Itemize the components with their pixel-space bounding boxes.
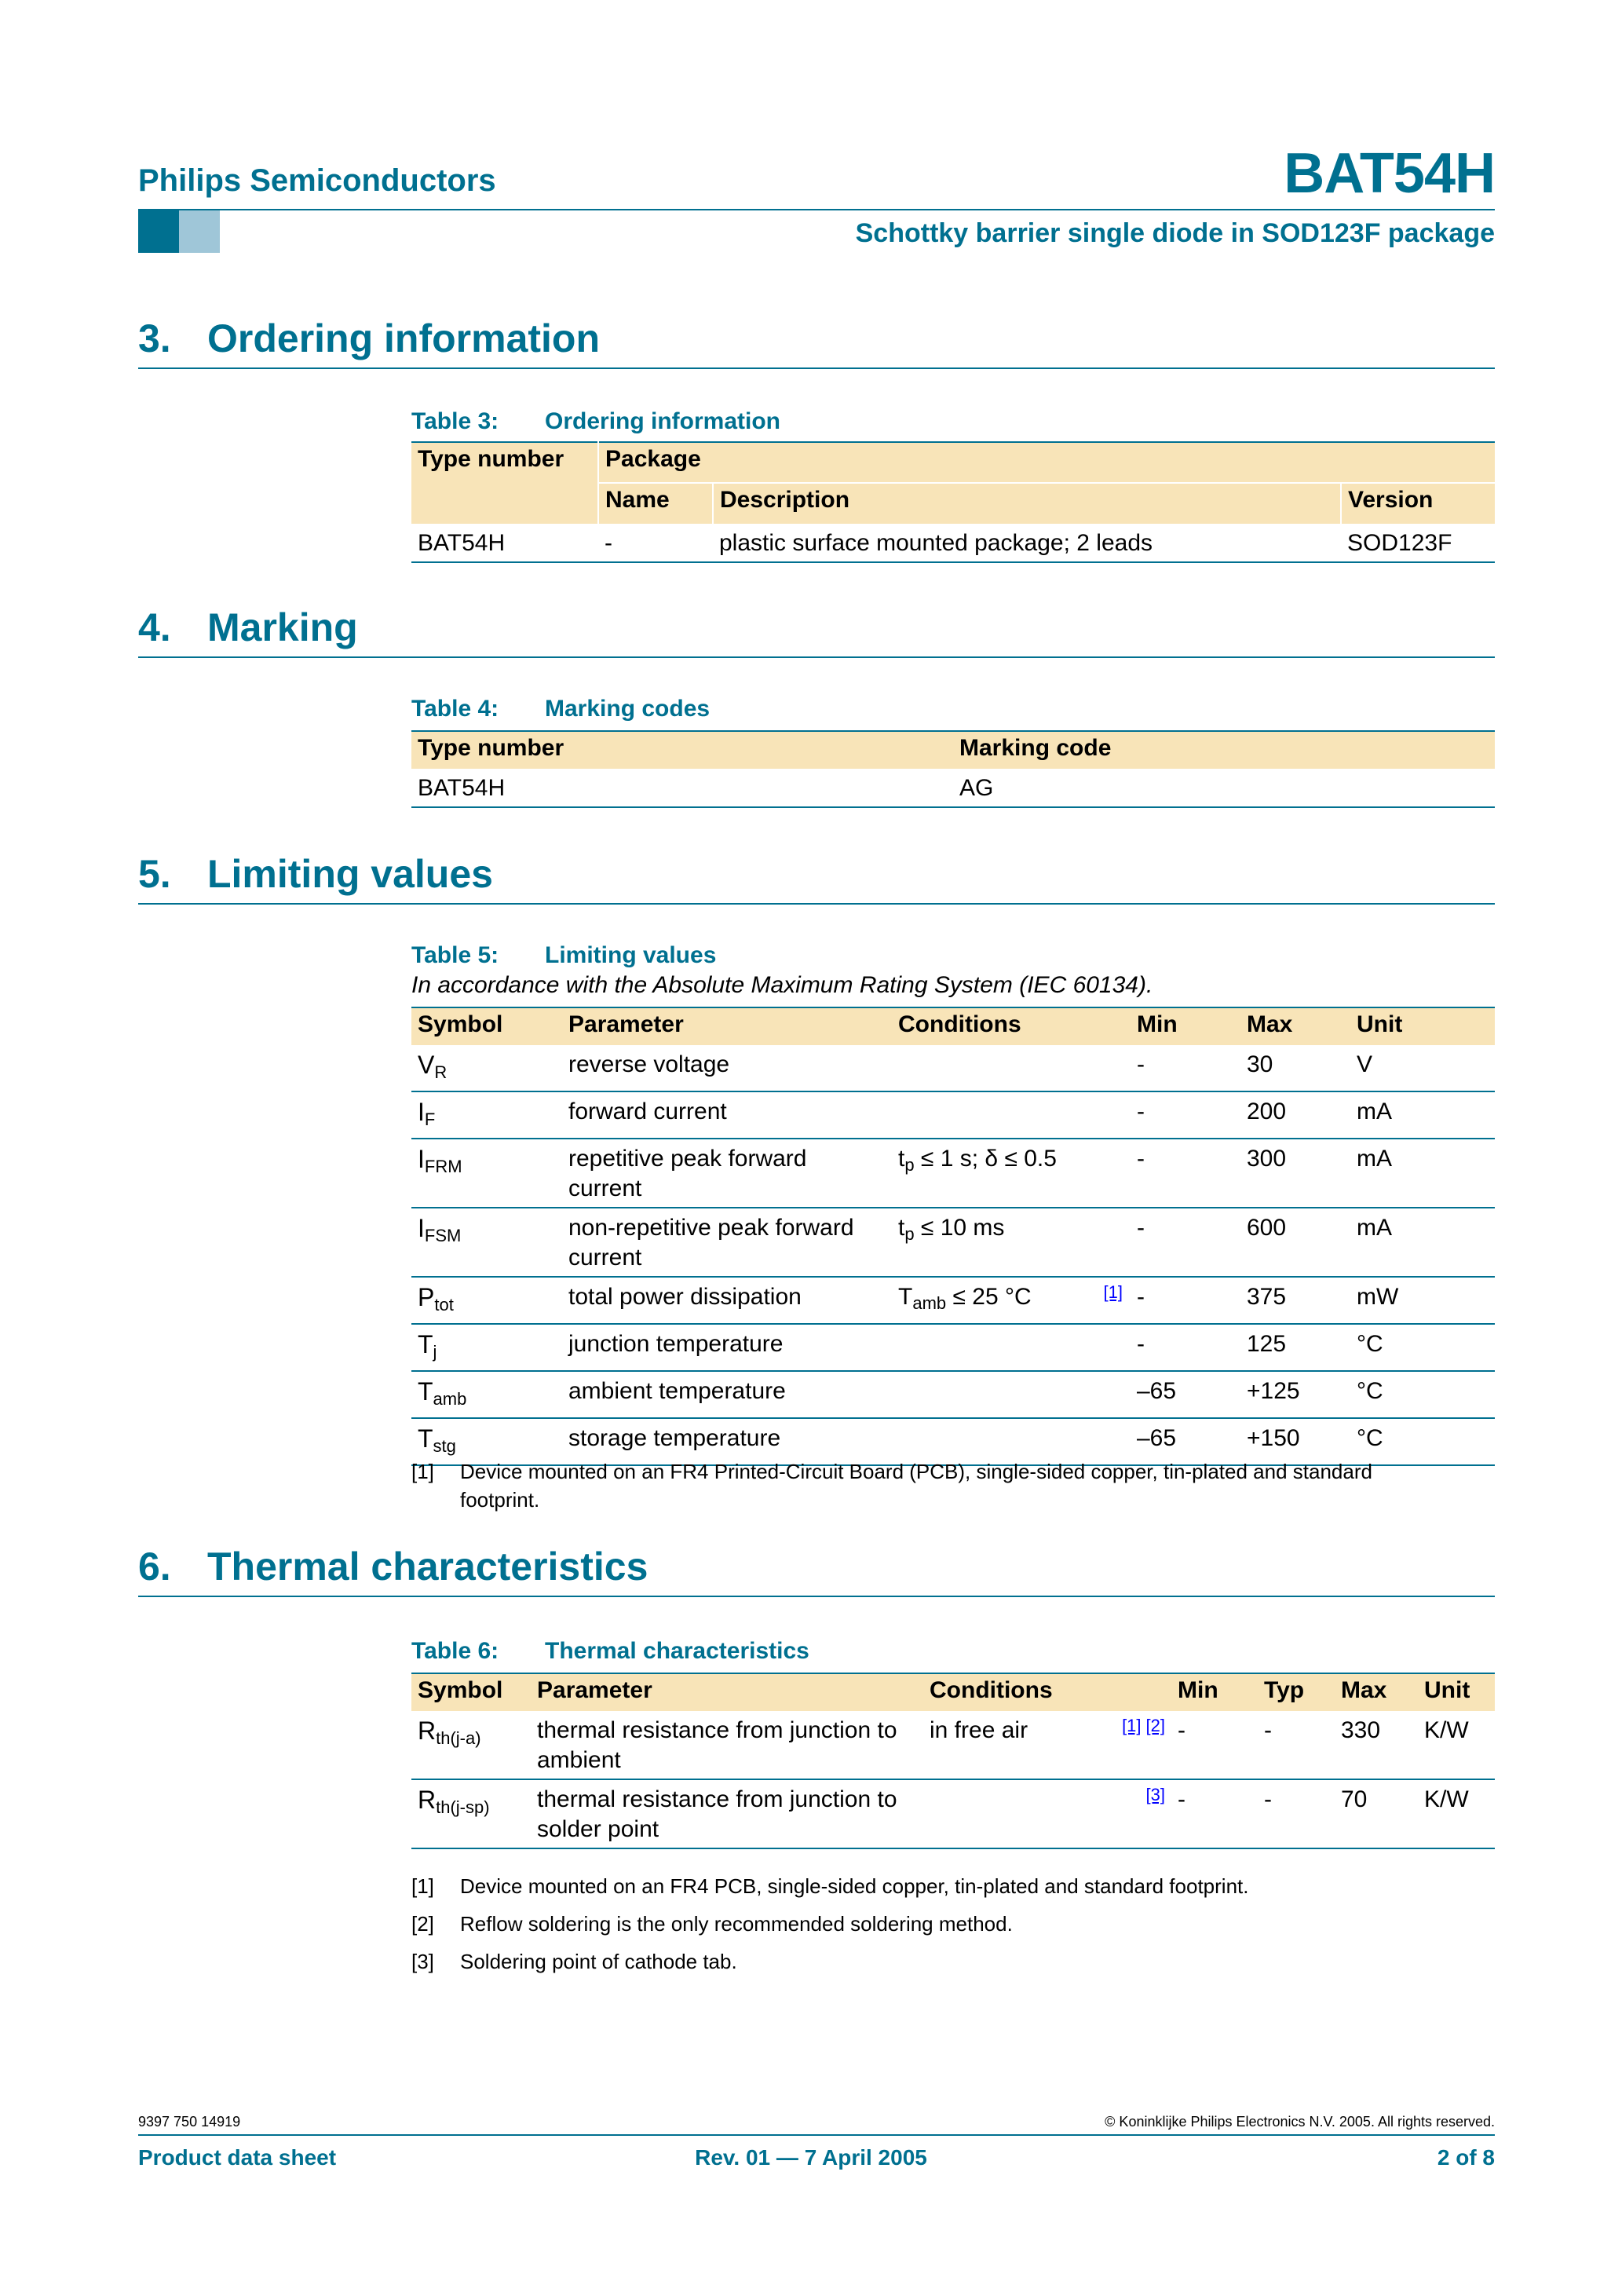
table-5-caption: [411, 942, 716, 969]
table-title: Thermal characteristics: [545, 1638, 809, 1664]
symbol-letter: R: [418, 1786, 437, 1814]
section-title: Ordering information: [207, 316, 600, 360]
table-6-footnotes: [411, 1872, 1434, 1985]
section-number: 6.: [138, 1545, 171, 1589]
cell-name: -: [598, 524, 713, 562]
table-title: Ordering information: [545, 408, 780, 434]
cell-parameter: non-repetitive peak forward current: [562, 1208, 892, 1277]
header-name: Name: [598, 483, 713, 524]
condition-symbol: t: [898, 1146, 905, 1172]
condition-text: ≤ 1 s; δ ≤ 0.5: [914, 1146, 1057, 1172]
cell-unit: mW: [1350, 1277, 1495, 1324]
cell-symbol: [411, 1277, 562, 1324]
table-row: [411, 1324, 1495, 1371]
cell-max: +150: [1240, 1418, 1350, 1465]
cell-parameter: junction temperature: [562, 1324, 892, 1371]
symbol-subscript: j: [433, 1342, 437, 1362]
cell-symbol: [411, 1208, 562, 1277]
table-row: [411, 769, 1495, 807]
footnote-number: [3]: [411, 1950, 434, 1973]
company-name: Philips Semiconductors: [138, 163, 496, 198]
cell-marking-code: AG: [953, 769, 1495, 807]
symbol-letter: I: [418, 1145, 425, 1173]
cell-max: 375: [1240, 1277, 1350, 1324]
table-title: Marking codes: [545, 696, 711, 722]
cell-parameter: reverse voltage: [562, 1045, 892, 1091]
footer-rule: [138, 2134, 1495, 2136]
header-min: Min: [1171, 1673, 1258, 1711]
page-number: 2 of 8: [1437, 2145, 1495, 2170]
revision: Rev. 01 — 7 April 2005: [695, 2145, 927, 2170]
section-number: 3.: [138, 316, 171, 360]
footnote: [411, 1872, 1434, 1900]
table-row: [411, 1045, 1495, 1091]
section-number: 4.: [138, 605, 171, 649]
footnote-ref-link[interactable]: [1]: [1103, 1282, 1123, 1302]
section-rule: [138, 656, 1495, 658]
cell-typ: -: [1258, 1779, 1335, 1848]
footnote-number: [1]: [411, 1874, 434, 1898]
symbol-subscript: tot: [434, 1295, 454, 1314]
header-typ: Typ: [1258, 1673, 1335, 1711]
footnote-text: Reflow soldering is the only recommended soldering method.: [460, 1912, 1013, 1936]
footnote-ref-link[interactable]: [2]: [1145, 1716, 1165, 1735]
header-parameter: Parameter: [562, 1007, 892, 1045]
footnote: [411, 1947, 1434, 1976]
footnote-ref-link[interactable]: [1]: [1122, 1716, 1142, 1735]
symbol-letter: T: [418, 1330, 433, 1358]
cell-symbol: [411, 1139, 562, 1208]
condition-symbol: T: [898, 1284, 913, 1310]
cell-min: –65: [1131, 1371, 1240, 1418]
cell-conditions: [892, 1371, 1131, 1418]
table-row: [411, 1371, 1495, 1418]
cell-parameter: repetitive peak forward current: [562, 1139, 892, 1208]
header-conditions: Conditions: [892, 1007, 1131, 1045]
header-unit: Unit: [1350, 1007, 1495, 1045]
cell-parameter: forward current: [562, 1091, 892, 1139]
thermal-table: [411, 1673, 1495, 1849]
cell-max: +125: [1240, 1371, 1350, 1418]
limiting-values-table: [411, 1007, 1495, 1466]
symbol-subscript: th(j-sp): [436, 1797, 490, 1817]
header-rule: [138, 209, 1495, 210]
table-title: Limiting values: [545, 942, 717, 968]
cell-unit: K/W: [1418, 1779, 1495, 1848]
symbol-letter: T: [418, 1377, 433, 1406]
footnote: [411, 1910, 1434, 1938]
footnote-text: Device mounted on an FR4 PCB, single-sided copper, tin-plated and standard footprint.: [460, 1874, 1249, 1898]
header-max: Max: [1240, 1007, 1350, 1045]
symbol-subscript: th(j-a): [436, 1728, 481, 1748]
cell-conditions: [892, 1208, 1131, 1277]
symbol-letter: R: [418, 1717, 437, 1745]
section-title: Limiting values: [207, 852, 493, 896]
symbol-subscript: amb: [433, 1389, 467, 1409]
table-5-note: In accordance with the Absolute Maximum Rating System (IEC 60134).: [411, 972, 1153, 998]
cell-min: -: [1131, 1208, 1240, 1277]
header-unit: Unit: [1418, 1673, 1495, 1711]
cell-parameter: storage temperature: [562, 1418, 892, 1465]
section-title: Thermal characteristics: [207, 1545, 648, 1589]
symbol-letter: I: [418, 1098, 425, 1126]
table-4-caption: [411, 696, 710, 722]
condition-subscript: p: [904, 1224, 915, 1244]
cell-unit: °C: [1350, 1324, 1495, 1371]
table-row: [411, 524, 1495, 562]
table-row: [411, 1779, 1495, 1848]
document-number: 9397 750 14919: [138, 2114, 241, 2130]
header-symbol: Symbol: [411, 1673, 531, 1711]
condition-text: in free air: [930, 1717, 1028, 1743]
document-subtitle: Schottky barrier single diode in SOD123F package: [855, 218, 1495, 248]
cell-conditions: [923, 1711, 1171, 1779]
condition-text: ≤ 10 ms: [914, 1215, 1005, 1241]
cell-type: BAT54H: [411, 524, 598, 562]
cell-min: -: [1171, 1779, 1258, 1848]
cell-parameter: thermal resistance from junction to solder point: [531, 1779, 923, 1848]
cell-symbol: [411, 1324, 562, 1371]
table-row: [411, 1277, 1495, 1324]
cell-version: SOD123F: [1341, 524, 1495, 562]
symbol-letter: P: [418, 1283, 435, 1311]
footnote-refs: [1117, 1711, 1165, 1748]
table-3-caption: [411, 408, 780, 435]
section-4-heading: [138, 605, 358, 650]
ordering-table: [411, 441, 1495, 563]
symbol-subscript: FSM: [424, 1226, 462, 1245]
section-6-heading: [138, 1544, 648, 1589]
condition-subscript: amb: [912, 1293, 947, 1313]
cell-typ: -: [1258, 1711, 1335, 1779]
symbol-subscript: R: [434, 1062, 448, 1082]
header-min: Min: [1131, 1007, 1240, 1045]
cell-symbol: [411, 1045, 562, 1091]
section-rule: [138, 903, 1495, 905]
cell-conditions: [892, 1091, 1131, 1139]
section-title: Marking: [207, 605, 358, 649]
cell-parameter: thermal resistance from junction to ambient: [531, 1711, 923, 1779]
cell-min: -: [1171, 1711, 1258, 1779]
document-type: Product data sheet: [138, 2145, 337, 2170]
cell-unit: mA: [1350, 1208, 1495, 1277]
cell-unit: °C: [1350, 1418, 1495, 1465]
table-label: Table 6:: [411, 1638, 499, 1664]
header-type-number: Type number: [411, 731, 953, 769]
footnote-text: Device mounted on an FR4 Printed-Circuit Board (PCB), single-sided copper, tin-plated and standard footprint.: [460, 1460, 1372, 1512]
table-row: [411, 1711, 1495, 1779]
cell-min: -: [1131, 1277, 1240, 1324]
header-parameter: Parameter: [531, 1673, 923, 1711]
footnote-number: [1]: [411, 1460, 434, 1483]
table-row: [411, 1139, 1495, 1208]
footnote-text: Soldering point of cathode tab.: [460, 1950, 737, 1973]
section-rule: [138, 367, 1495, 369]
footnote-ref-link[interactable]: [3]: [1145, 1785, 1165, 1804]
cell-min: -: [1131, 1045, 1240, 1091]
cell-min: -: [1131, 1139, 1240, 1208]
header-type-number: Type number: [411, 442, 598, 524]
header-package: Package: [598, 442, 1495, 483]
symbol-subscript: F: [424, 1110, 436, 1129]
cell-max: 330: [1335, 1711, 1418, 1779]
cell-symbol: [411, 1779, 531, 1848]
symbol-letter: T: [418, 1424, 433, 1453]
cell-description: plastic surface mounted package; 2 leads: [713, 524, 1341, 562]
cell-conditions: [892, 1139, 1131, 1208]
section-5-heading: [138, 851, 493, 897]
cell-min: -: [1131, 1091, 1240, 1139]
header-conditions: Conditions: [923, 1673, 1171, 1711]
footnote: [411, 1457, 1434, 1514]
logo-light-square: [179, 210, 220, 253]
footnote-refs: [1142, 1780, 1165, 1817]
product-name: BAT54H: [1284, 142, 1495, 205]
table-row: [411, 1091, 1495, 1139]
section-rule: [138, 1596, 1495, 1597]
cell-min: –65: [1131, 1418, 1240, 1465]
symbol-subscript: FRM: [424, 1157, 462, 1176]
copyright: © Koninklijke Philips Electronics N.V. 2005. All rights reserved.: [1105, 2114, 1495, 2130]
cell-unit: °C: [1350, 1371, 1495, 1418]
cell-unit: mA: [1350, 1091, 1495, 1139]
condition-text: ≤ 25 °C: [946, 1284, 1032, 1310]
table-label: Table 5:: [411, 942, 499, 968]
cell-conditions: [923, 1779, 1171, 1848]
cell-parameter: ambient temperature: [562, 1371, 892, 1418]
table-label: Table 4:: [411, 696, 499, 722]
cell-max: 70: [1335, 1779, 1418, 1848]
cell-unit: K/W: [1418, 1711, 1495, 1779]
cell-conditions: [892, 1045, 1131, 1091]
cell-conditions: [892, 1324, 1131, 1371]
cell-type: BAT54H: [411, 769, 953, 807]
cell-symbol: [411, 1711, 531, 1779]
section-3-heading: [138, 316, 600, 361]
header-version: Version: [1341, 483, 1495, 524]
cell-symbol: [411, 1371, 562, 1418]
cell-max: 600: [1240, 1208, 1350, 1277]
cell-max: 300: [1240, 1139, 1350, 1208]
logo-dark-square: [138, 210, 179, 253]
section-number: 5.: [138, 852, 171, 896]
header-description: Description: [713, 483, 1341, 524]
symbol-subscript: stg: [433, 1436, 456, 1456]
marking-table: [411, 730, 1495, 808]
header-max: Max: [1335, 1673, 1418, 1711]
condition-symbol: t: [898, 1215, 905, 1241]
header-symbol: Symbol: [411, 1007, 562, 1045]
table-label: Table 3:: [411, 408, 499, 434]
cell-max: 200: [1240, 1091, 1350, 1139]
table-6-caption: [411, 1638, 809, 1665]
cell-unit: mA: [1350, 1139, 1495, 1208]
cell-parameter: total power dissipation: [562, 1277, 892, 1324]
cell-max: 30: [1240, 1045, 1350, 1091]
cell-max: 125: [1240, 1324, 1350, 1371]
table-row: [411, 1208, 1495, 1277]
symbol-letter: V: [418, 1051, 435, 1079]
condition-subscript: p: [904, 1155, 915, 1175]
cell-min: -: [1131, 1324, 1240, 1371]
footnote-number: [2]: [411, 1912, 434, 1936]
symbol-letter: I: [418, 1214, 425, 1242]
header-marking-code: Marking code: [953, 731, 1495, 769]
cell-symbol: [411, 1091, 562, 1139]
cell-unit: V: [1350, 1045, 1495, 1091]
cell-conditions: [892, 1277, 1131, 1324]
table-5-footnotes: [411, 1457, 1434, 1523]
